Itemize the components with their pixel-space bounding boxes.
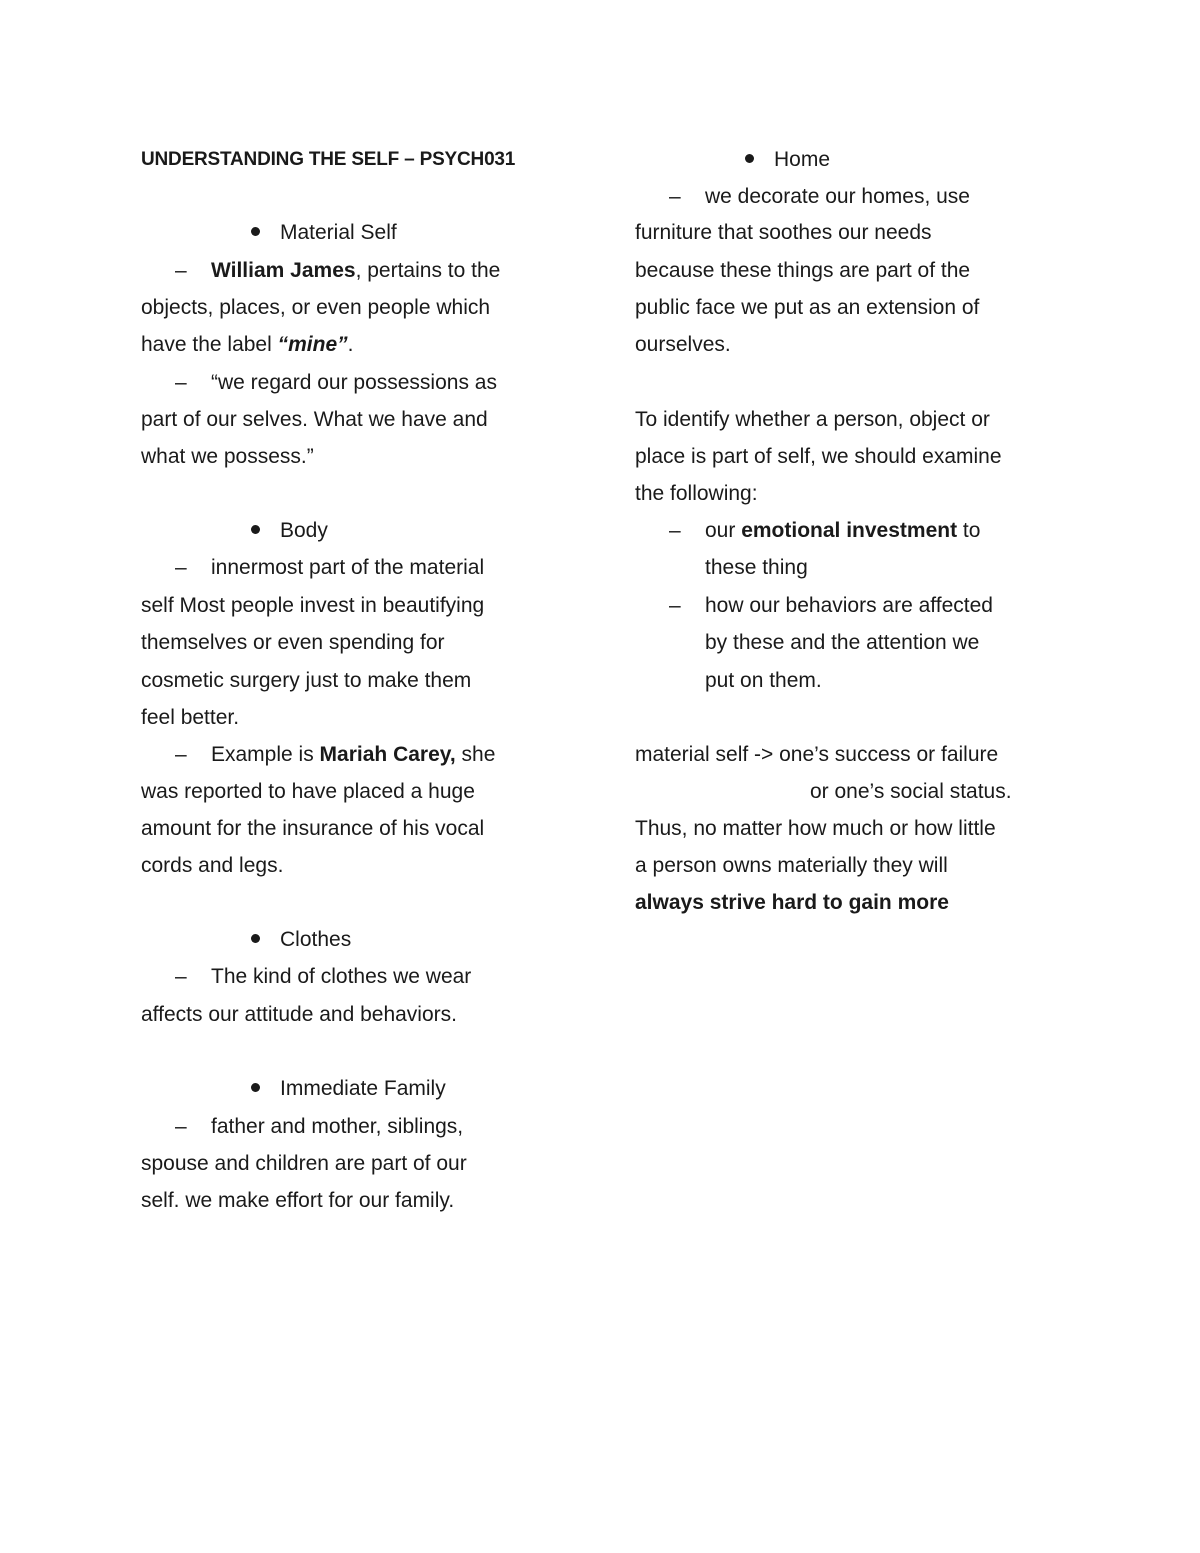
body-line-2: self Most people invest in beautifying [141,594,485,617]
identify-item-2 [669,593,993,619]
document-title: UNDERSTANDING THE SELF – PSYCH031 [141,149,516,170]
home-line-1 [669,184,970,210]
bullet-immediate-family [251,1076,446,1102]
dash: – [175,743,187,766]
body-line-7: was reported to have placed a huge [141,780,475,803]
body-line-4: cosmetic surgery just to make them [141,669,472,692]
dash: – [175,371,187,394]
bullet-dot-icon [251,227,260,236]
identify-line-1: To identify whether a person, object or [635,408,990,431]
family-line-1 [175,1114,463,1140]
bold-william-james: William James [211,259,356,282]
family-line-3: self. we make effort for our family. [141,1189,455,1212]
text: The kind of clothes we wear [211,965,472,988]
dash: – [669,185,681,208]
dash: – [175,556,187,579]
summary-line-1: material self -> one’s success or failure [635,743,999,766]
dash: – [669,594,681,617]
bullet-body [251,518,328,544]
summary-line-3: Thus, no matter how much or how little [635,817,996,840]
dash: – [175,1115,187,1138]
text: to [957,519,981,542]
home-line-5: ourselves. [635,333,731,356]
heading-home: Home [774,148,831,171]
text: , pertains to the [355,259,501,282]
identify-item-1 [669,518,980,544]
dash: – [175,965,187,988]
text: “we regard our possessions as [211,371,497,394]
heading-clothes: Clothes [280,928,352,951]
bold-mine: “mine” [277,333,348,356]
summary-line-4: a person owns materially they will [635,854,948,877]
text: our [705,519,742,542]
body-line-5: feel better. [141,706,240,729]
body-line-9: cords and legs. [141,854,284,877]
bold-mariah-carey: Mariah Carey, [319,743,456,766]
bullet-dot-icon [251,934,260,943]
heading-immediate-family: Immediate Family [280,1077,446,1100]
text: we decorate our homes, use [705,185,970,208]
text: innermost part of the material [211,556,485,579]
body-line-3: themselves or even spending for [141,631,445,654]
material-self-line-4 [175,370,497,396]
identify-line-2: place is part of self, we should examine [635,445,1002,468]
text: she [455,743,496,766]
identify-item-1-cont: these thing [705,556,808,579]
body-line-8: amount for the insurance of his vocal [141,817,485,840]
material-self-line-2: objects, places, or even people which [141,296,491,319]
bold-always-strive: always strive hard to gain more [635,891,949,914]
bold-emotional-investment: emotional investment [741,519,958,542]
summary-line-5 [635,890,949,916]
home-line-2: furniture that soothes our needs [635,221,932,244]
body-line-6 [175,742,495,768]
material-self-line-1 [175,258,500,284]
clothes-line-2: affects our attitude and behaviors. [141,1003,457,1026]
heading-body: Body [280,519,328,542]
dash: – [175,259,187,282]
identify-item-2-cont-1: by these and the attention we [705,631,980,654]
home-line-4: public face we put as an extension of [635,296,980,319]
material-self-line-6: what we possess.” [141,445,314,468]
identify-line-3: the following: [635,482,758,505]
identify-item-2-cont-2: put on them. [705,669,822,692]
material-self-line-5: part of our selves. What we have and [141,408,488,431]
summary-line-2: or one’s social status. [810,780,1012,803]
material-self-line-3 [141,332,353,358]
text: have the label [141,333,278,356]
text: Example is [211,743,320,766]
heading-material-self: Material Self [280,221,397,244]
clothes-line-1 [175,964,471,990]
bullet-clothes [251,927,351,953]
home-line-3: because these things are part of the [635,259,971,282]
family-line-2: spouse and children are part of our [141,1152,467,1175]
text: father and mother, siblings, [211,1115,464,1138]
text: how our behaviors are affected [705,594,993,617]
dash: – [669,519,681,542]
bullet-dot-icon [745,154,754,163]
bullet-dot-icon [251,1083,260,1092]
bullet-dot-icon [251,525,260,534]
bullet-home [745,147,830,173]
text: . [347,333,354,356]
bullet-material-self [251,220,397,246]
body-line-1 [175,555,484,581]
